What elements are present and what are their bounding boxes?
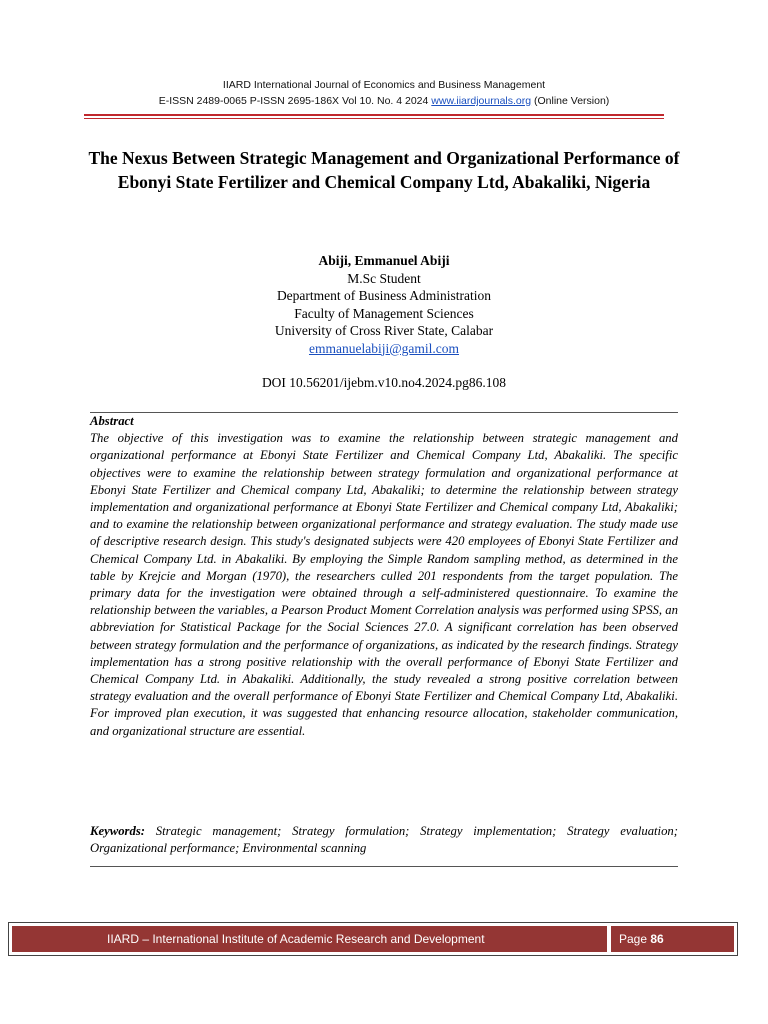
author-faculty: Faculty of Management Sciences [294,305,474,321]
abstract-section [90,413,678,740]
doi: DOI 10.56201/ijebm.v10.no4.2024.pg86.108 [261,375,507,390]
footer-institute: IIARD – International Institute of Academic Research and Development [12,926,607,952]
online-version-text: (Online Version) [534,95,610,107]
abstract-text: The objective of this investigation was to examine the relationship between strategic management and organizational performance at Ebonyi State Fertilizer and Chemical Company Ltd, Abakaliki. The specific objectives were to examine the relationship between strategy formulation and organizational performance at Ebonyi State Fertilizer and Chemical company Ltd, Abakaliki; to determine the relationship between strategy implementation and organizational performance at Ebonyi State Fertilizer and Chemical company Ltd, Abakaliki; and to examine the relationship between organizational performance and strategy evaluation. The study made use of descriptive research design. This study's designated subjects were 420 employees of Ebonyi State Fertilizer and Chemical Company Ltd. in Abakaliki. By employing the Simple Random sampling method, as determined in the table by Krejcie and Morgan (1970), the researchers culled 201 respondents from the target population. The primary data for the investigation were obtained through a self-administered questionnaire. To examine the relationship between the variables, a Pearson Product Moment Correlation analysis was performed using SPSS, an abbreviation for Statistical Package for the Social Sciences 27.0. A significant correlation has been observed between strategy formulation and the performance of organizations, as indicated by the research findings. Strategy implementation has a strong positive relationship with the overall performance of Ebonyi State Fertilizer and Chemical Company Ltd. in Abakaliki. Additionally, the study revealed a strong positive correlation between strategy evaluation and the overall performance of Ebonyi State Fertilizer and Chemical Company Ltd, Abakaliki. For improved plan execution, it was suggested that enhancing resource allocation, stakeholder communication, and organizational structure are essential. [90,431,678,738]
keywords-text: Strategic management; Strategy formulation; Strategy implementation; Strategy evaluation; Organizational performance; Environmental scanning [90,824,678,856]
keywords-rule-bottom [90,866,678,867]
footer-page-label: Page [619,932,648,946]
journal-website-link[interactable]: www.iiardjournals.org [431,95,532,107]
keywords-label: Keywords: [90,824,145,838]
author-email-link[interactable]: emmanuelabiji@gamil.com [308,340,460,356]
header-rule-bottom [84,118,664,119]
footer-page [611,926,734,952]
author-block [0,252,768,357]
author-department: Department of Business Administration [276,288,492,303]
keywords-section [90,823,678,857]
journal-name: IIARD International Journal of Economics and Business Management [222,79,546,91]
header-rule-top [84,114,664,116]
issn-line [0,95,768,107]
author-name: Abiji, Emmanuel Abiji [318,253,450,268]
author-role: M.Sc Student [347,270,421,286]
footer-page-number: 86 [650,932,664,946]
page-footer [8,922,738,956]
author-university: University of Cross River State, Calabar [274,323,494,338]
paper-title: The Nexus Between Strategic Management and Organizational Performance of Ebonyi State Fertilizer and Chemical Company Ltd, Abakaliki, Nigeria [88,148,680,192]
issn-text: E-ISSN 2489-0065 P-ISSN 2695-186X Vol 10. No. 4 2024 [158,95,429,107]
abstract-heading: Abstract [90,414,134,428]
